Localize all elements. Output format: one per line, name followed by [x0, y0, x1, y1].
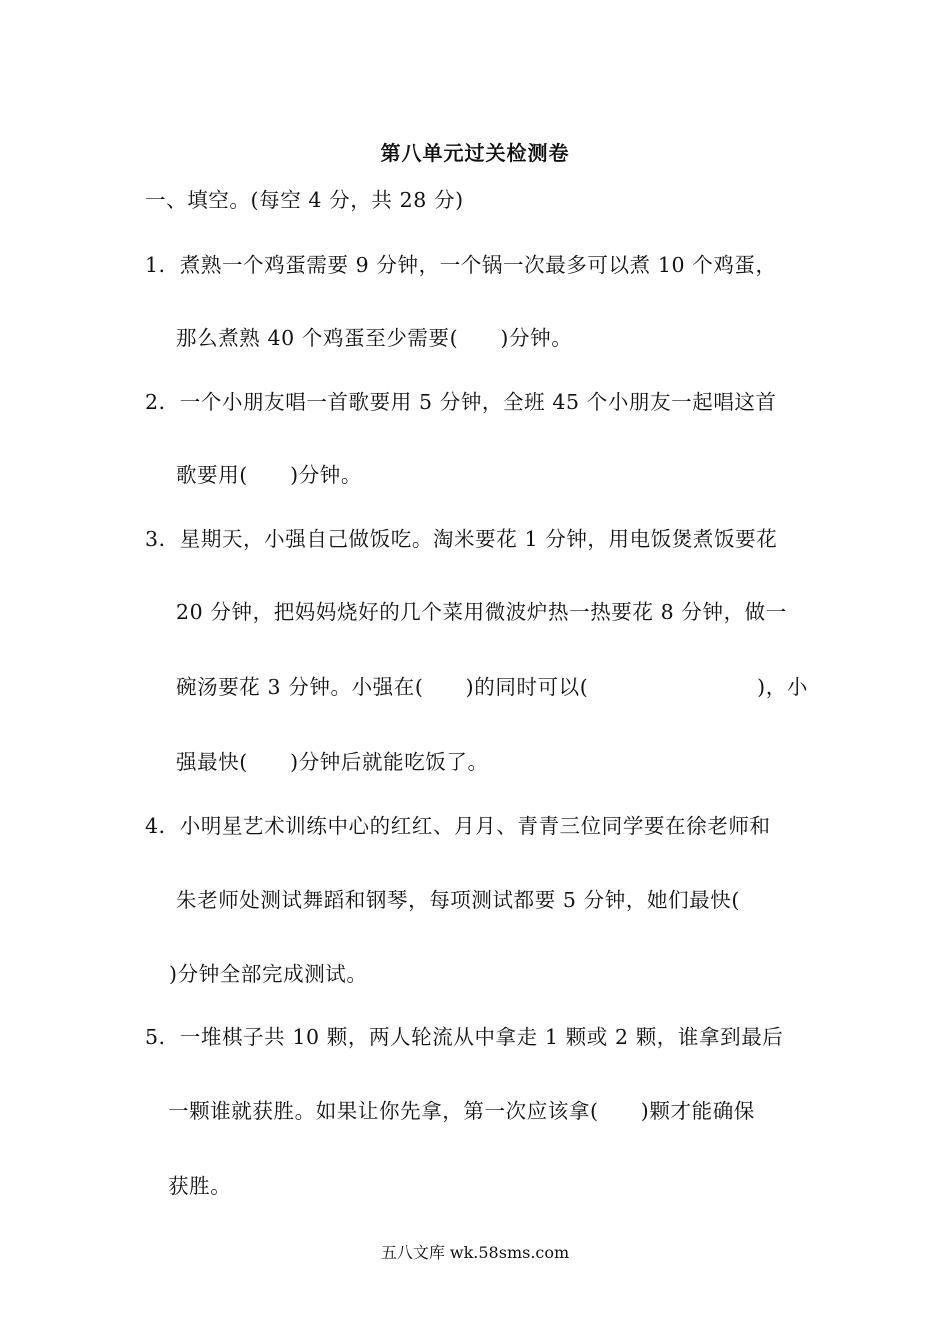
section-heading: 一、填空。(每空 4 分，共 28 分): [145, 188, 464, 212]
question-5-line-2: 一颗谁就获胜。如果让你先拿，第一次应该拿( )颗才能确保: [168, 1099, 755, 1123]
question-3-line-3: 碗汤要花 3 分钟。小强在( )的同时可以( )，小: [176, 675, 808, 699]
question-1-line-2: 那么煮熟 40 个鸡蛋至少需要( )分钟。: [176, 326, 573, 350]
question-4-line-3: )分钟全部完成测试。: [169, 962, 368, 986]
question-2-line-1: 2．一个小朋友唱一首歌要用 5 分钟，全班 45 个小朋友一起唱这首: [145, 390, 777, 414]
question-1-line-1: 1．煮熟一个鸡蛋需要 9 分钟，一个锅一次最多可以煮 10 个鸡蛋，: [145, 253, 777, 277]
question-5-line-3: 获胜。: [168, 1174, 232, 1198]
question-4-line-2: 朱老师处测试舞蹈和钢琴，每项测试都要 5 分钟，她们最快(: [176, 888, 740, 912]
question-4-line-1: 4．小明星艺术训练中心的红红、月月、青青三位同学要在徐老师和: [145, 814, 771, 838]
footer-watermark: 五八文库 wk.58sms.com: [380, 1243, 570, 1262]
question-3-line-1: 3．星期天，小强自己做饭吃。淘米要花 1 分钟，用电饭煲煮饭要花: [145, 527, 778, 551]
question-5-line-1: 5．一堆棋子共 10 颗，两人轮流从中拿走 1 颗或 2 颗，谁拿到最后: [145, 1025, 784, 1049]
question-2-line-2: 歌要用( )分钟。: [176, 463, 362, 487]
question-3-line-4: 强最快( )分钟后就能吃饭了。: [176, 750, 489, 774]
question-3-line-2: 20 分钟，把妈妈烧好的几个菜用微波炉热一热要花 8 分钟，做一: [176, 600, 787, 624]
page-title: 第八单元过关检测卷: [380, 141, 570, 165]
